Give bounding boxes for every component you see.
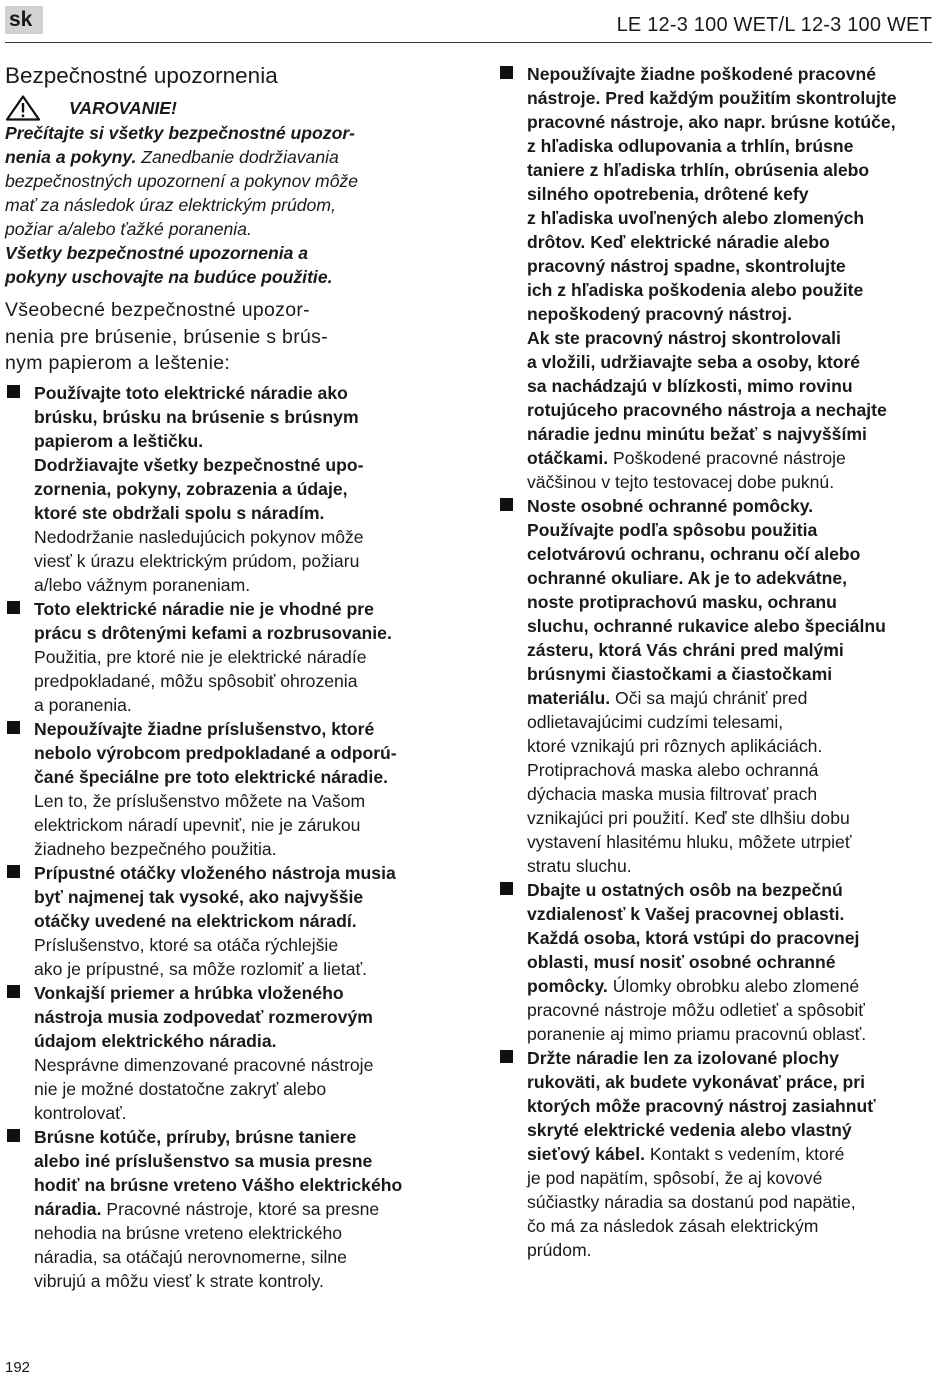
safety-list-item <box>498 878 923 1046</box>
item-bold-line: zásteru, ktorá Vás chráni pred malými <box>527 640 844 660</box>
intro-line <box>5 265 455 289</box>
subsection-title <box>5 297 455 377</box>
item-bold-line: pracovné nástroje, ako napr. brúsne kotúče, <box>527 112 896 132</box>
intro-text-segment: nenia a pokyny. <box>5 147 137 167</box>
intro-line <box>5 193 455 217</box>
safety-list-item <box>5 861 455 981</box>
item-bold-line: brúsnymi čiastočkami a čiastočkami <box>527 664 833 684</box>
item-bold-line: hodiť na brúsne vreteno Vášho elektrického <box>34 1174 403 1195</box>
item-mixed-line <box>34 1197 455 1221</box>
item-bold-line: z hľadiska odlupovania a trhlín, brúsne <box>527 136 854 156</box>
item-bold-line: otáčky uvedené na elektrickom náradí. <box>34 910 357 931</box>
left-column <box>5 62 455 1293</box>
item-normal-line: náradia, sa otáčajú nerovnomerne, silne <box>34 1246 347 1267</box>
item-normal-line: a/lebo vážnym poraneniam. <box>34 574 251 595</box>
item-normal-line: vznikajúci pri použití. Keď ste dlhšiu dobu <box>527 808 850 828</box>
item-mixed-line <box>527 686 923 710</box>
square-bullet-icon <box>7 385 20 398</box>
item-bold-line: brúsku, brúsku na brúsenie s brúsnym <box>34 406 359 427</box>
square-bullet-icon <box>7 1129 20 1142</box>
intro-text-segment: pokyny uschovajte na budúce použitie. <box>5 267 333 287</box>
item-bold-line: oblasti, musí nosiť osobné ochranné <box>527 952 836 972</box>
item-bold-line: celotvárovú ochranu, ochranu očí alebo <box>527 544 861 564</box>
item-normal-line: vystavení hlasitému hluku, môžete utrpieť <box>527 832 852 852</box>
square-bullet-icon <box>7 985 20 998</box>
item-normal-segment: Poškodené pracovné nástroje <box>608 448 846 468</box>
item-bold-line: rukoväti, ak budete vykonávať práce, pri <box>527 1072 865 1092</box>
warning-heading <box>5 95 455 121</box>
square-bullet-icon <box>7 601 20 614</box>
item-mixed-line <box>527 446 923 470</box>
square-bullet-icon <box>500 1050 513 1063</box>
item-normal-line: odlietavajúcimi cudzími telesami, <box>527 712 784 732</box>
square-bullet-icon <box>500 66 513 79</box>
item-normal-segment: Pracovné nástroje, ktoré sa presne <box>101 1198 380 1219</box>
right-items <box>498 62 923 1262</box>
item-bold-line: pracovný nástroj spadne, skontrolujte <box>527 256 846 276</box>
intro-text-segment: Všetky bezpečnostné upozornenia a <box>5 243 309 263</box>
intro-text-segment: Prečítajte si všetky bezpečnostné upozor- <box>5 123 356 143</box>
item-normal-line: kontrolovať. <box>34 1102 127 1123</box>
safety-list-item <box>498 494 923 878</box>
item-normal-segment: Úlomky obrobku alebo zlomené <box>607 976 860 996</box>
item-normal-line: nehodia na brúsne vreteno elektrického <box>34 1222 343 1243</box>
item-bold-line: noste protiprachovú masku, ochranu <box>527 592 837 612</box>
model-title: LE 12-3 100 WET/L 12-3 100 WET <box>616 14 932 36</box>
item-bold-line: čané špeciálne pre toto elektrické náradie. <box>34 766 388 787</box>
item-bold-line: nepoškodený pracovný nástroj. <box>527 304 792 324</box>
safety-list-item <box>5 981 455 1125</box>
item-normal-line: Príslušenstvo, ktoré sa otáča rýchlejšie <box>34 934 339 955</box>
warning-label: VAROVANIE! <box>69 98 177 118</box>
item-bold-line: drôtov. Keď elektrické náradie alebo <box>527 232 830 252</box>
intro-line <box>5 169 455 193</box>
safety-list-item <box>498 1046 923 1262</box>
intro-line <box>5 121 455 145</box>
item-bold-line: sluchu, ochranné rukavice alebo špeciálnu <box>527 616 886 636</box>
item-normal-line: prúdom. <box>527 1240 592 1260</box>
header-divider <box>5 42 932 43</box>
item-bold-line: Noste osobné ochranné pomôcky. <box>527 496 814 516</box>
item-bold-segment: náradia. <box>34 1198 102 1219</box>
intro-text-segment: mať za následok úraz elektrickým prúdom, <box>5 195 336 215</box>
item-normal-line: Protiprachová maska alebo ochranná <box>527 760 819 780</box>
page-number: 192 <box>5 1359 31 1376</box>
item-bold-line: Vonkajší priemer a hrúbka vloženého <box>34 982 344 1003</box>
square-bullet-icon <box>7 721 20 734</box>
item-mixed-line <box>527 1142 923 1166</box>
item-normal-line: ako je prípustné, sa môže rozlomiť a lietať. <box>34 958 367 979</box>
item-normal-line: a poranenia. <box>34 694 132 715</box>
item-bold-line: Dodržiavajte všetky bezpečnostné upo- <box>34 454 364 475</box>
item-bold-line: ktoré ste obdržali spolu s náradím. <box>34 502 325 523</box>
item-bold-line: silného opotrebenia, drôtené kefy <box>527 184 809 204</box>
item-normal-line: elektrickom náradí upevniť, nie je zárukou <box>34 814 361 835</box>
square-bullet-icon <box>500 882 513 895</box>
item-bold-line: prácu s drôtenými kefami a rozbrusovanie. <box>34 622 392 643</box>
item-bold-line: rotujúceho pracovného nástroja a nechajte <box>527 400 887 420</box>
item-normal-line: žiadneho bezpečného použitia. <box>34 838 277 859</box>
safety-list-item <box>5 597 455 717</box>
item-bold-line: sa nachádzajú v blízkosti, mimo rovinu <box>527 376 853 396</box>
item-mixed-line <box>527 974 923 998</box>
section-title: Bezpečnostné upozornenia <box>5 63 278 88</box>
item-bold-line: taniere z hľadiska trhlín, obrúsenia alebo <box>527 160 870 180</box>
item-normal-line: pracovné nástroje môžu odletieť a spôsobiť <box>527 1000 865 1020</box>
intro-text-segment: Zanedbanie dodržiavania <box>136 147 339 167</box>
intro-text-segment: bezpečnostných upozornení a pokynov môže <box>5 171 359 191</box>
intro-line <box>5 217 455 241</box>
item-normal-line: vibrujú a môžu viesť k strate kontroly. <box>34 1270 324 1291</box>
item-normal-line: dýchacia maska musia filtrovať prach <box>527 784 818 804</box>
item-normal-line: väčšinou v tejto testovacej dobe puknú. <box>527 472 835 492</box>
item-bold-line: Držte náradie len za izolované plochy <box>527 1048 839 1068</box>
item-normal-line: nie je možné dostatočne zakryť alebo <box>34 1078 327 1099</box>
item-bold-line: Brúsne kotúče, príruby, brúsne taniere <box>34 1126 357 1147</box>
intro-text <box>5 121 455 289</box>
square-bullet-icon <box>500 498 513 511</box>
item-bold-line: Ak ste pracovný nástroj skontrolovali <box>527 328 841 348</box>
item-bold-line: nástroja musia zodpovedať rozmerovým <box>34 1006 373 1027</box>
item-bold-line: skryté elektrické vedenia alebo vlastný <box>527 1120 852 1140</box>
left-items <box>5 381 455 1293</box>
item-bold-line: Používajte toto elektrické náradie ako <box>34 382 348 403</box>
safety-list-item <box>5 1125 455 1293</box>
item-bold-line: nebolo výrobcom predpokladané a odporú- <box>34 742 397 763</box>
subsection-title-line: Všeobecné bezpečnostné upozor- <box>5 299 310 321</box>
item-bold-line: náradie jednu minútu bežať s najvyššími <box>527 424 867 444</box>
safety-list-item <box>5 717 455 861</box>
item-bold-line: Každá osoba, ktorá vstúpi do pracovnej <box>527 928 860 948</box>
item-bold-segment: pomôcky. <box>527 976 608 996</box>
intro-line <box>5 145 455 169</box>
item-normal-line: viesť k úrazu elektrickým prúdom, požiaru <box>34 550 360 571</box>
square-bullet-icon <box>7 865 20 878</box>
item-bold-line: zornenia, pokyny, zobrazenia a údaje, <box>34 478 348 499</box>
item-bold-line: Nepoužívajte žiadne poškodené pracovné <box>527 64 877 84</box>
item-bold-segment: otáčkami. <box>527 448 609 468</box>
item-bold-line: Toto elektrické náradie nie je vhodné pre <box>34 598 374 619</box>
intro-line <box>5 241 455 265</box>
item-normal-line: Použitia, pre ktoré nie je elektrické náradíe <box>34 646 367 667</box>
item-bold-line: a vložili, udržiavajte seba a osoby, ktoré <box>527 352 861 372</box>
item-bold-line: ochranné okuliare. Ak je to adekvátne, <box>527 568 848 588</box>
safety-list-item <box>498 62 923 494</box>
subsection-title-line: nym papierom a leštenie: <box>5 352 231 374</box>
item-normal-line: poranenie aj mimo priamu pracovnú oblasť. <box>527 1024 867 1044</box>
item-normal-line: Nesprávne dimenzované pracovné nástroje <box>34 1054 374 1075</box>
item-normal-line: stratu sluchu. <box>527 856 632 876</box>
item-normal-line: Len to, že príslušenstvo môžete na Vašom <box>34 790 366 811</box>
item-bold-line: údajom elektrického náradia. <box>34 1030 277 1051</box>
safety-list-item <box>5 381 455 597</box>
item-bold-line: byť najmenej tak vysoké, ako najvyššie <box>34 886 364 907</box>
item-bold-line: z hľadiska uvoľnených alebo zlomených <box>527 208 865 228</box>
item-normal-line: je pod napätím, spôsobí, že aj kovové <box>527 1168 823 1188</box>
item-normal-line: Nedodržanie nasledujúcich pokynov môže <box>34 526 364 547</box>
item-normal-line: súčiastky náradia sa dostanú pod napätie, <box>527 1192 856 1212</box>
item-bold-line: ich z hľadiska poškodenia alebo použite <box>527 280 864 300</box>
language-badge: sk <box>5 6 43 34</box>
item-normal-segment: Oči sa majú chrániť pred <box>610 688 808 708</box>
item-normal-segment: Kontakt s vedením, ktoré <box>644 1144 845 1164</box>
item-bold-line: Používajte podľa spôsobu použitia <box>527 520 818 540</box>
item-bold-line: alebo iné príslušenstvo sa musia presne <box>34 1150 373 1171</box>
item-bold-line: papierom a leštičku. <box>34 430 204 451</box>
item-bold-line: vzdialenosť k Vašej pracovnej oblasti. <box>527 904 845 924</box>
item-normal-line: čo má za následok zásah elektrickým <box>527 1216 819 1236</box>
item-bold-line: Dbajte u ostatných osôb na bezpečnú <box>527 880 843 900</box>
item-normal-line: predpokladané, môžu spôsobiť ohrozenia <box>34 670 358 691</box>
item-normal-line: ktoré vznikajú pri rôznych aplikáciách. <box>527 736 823 756</box>
right-column <box>498 62 923 1262</box>
item-bold-line: Nepoužívajte žiadne príslušenstvo, ktoré <box>34 718 375 739</box>
item-bold-segment: sieťový kábel. <box>527 1144 645 1164</box>
item-bold-line: nástroje. Pred každým použitím skontrolujte <box>527 88 897 108</box>
item-bold-segment: materiálu. <box>527 688 611 708</box>
intro-text-segment: požiar a/alebo ťažké poranenia. <box>5 219 252 239</box>
item-bold-line: ktorých môže pracovný nástroj zasiahnuť <box>527 1096 876 1116</box>
item-bold-line: Prípustné otáčky vloženého nástroja musia <box>34 862 396 883</box>
subsection-title-line: nenia pre brúsenie, brúsenie s brús- <box>5 325 328 348</box>
warning-triangle-icon <box>5 95 41 121</box>
